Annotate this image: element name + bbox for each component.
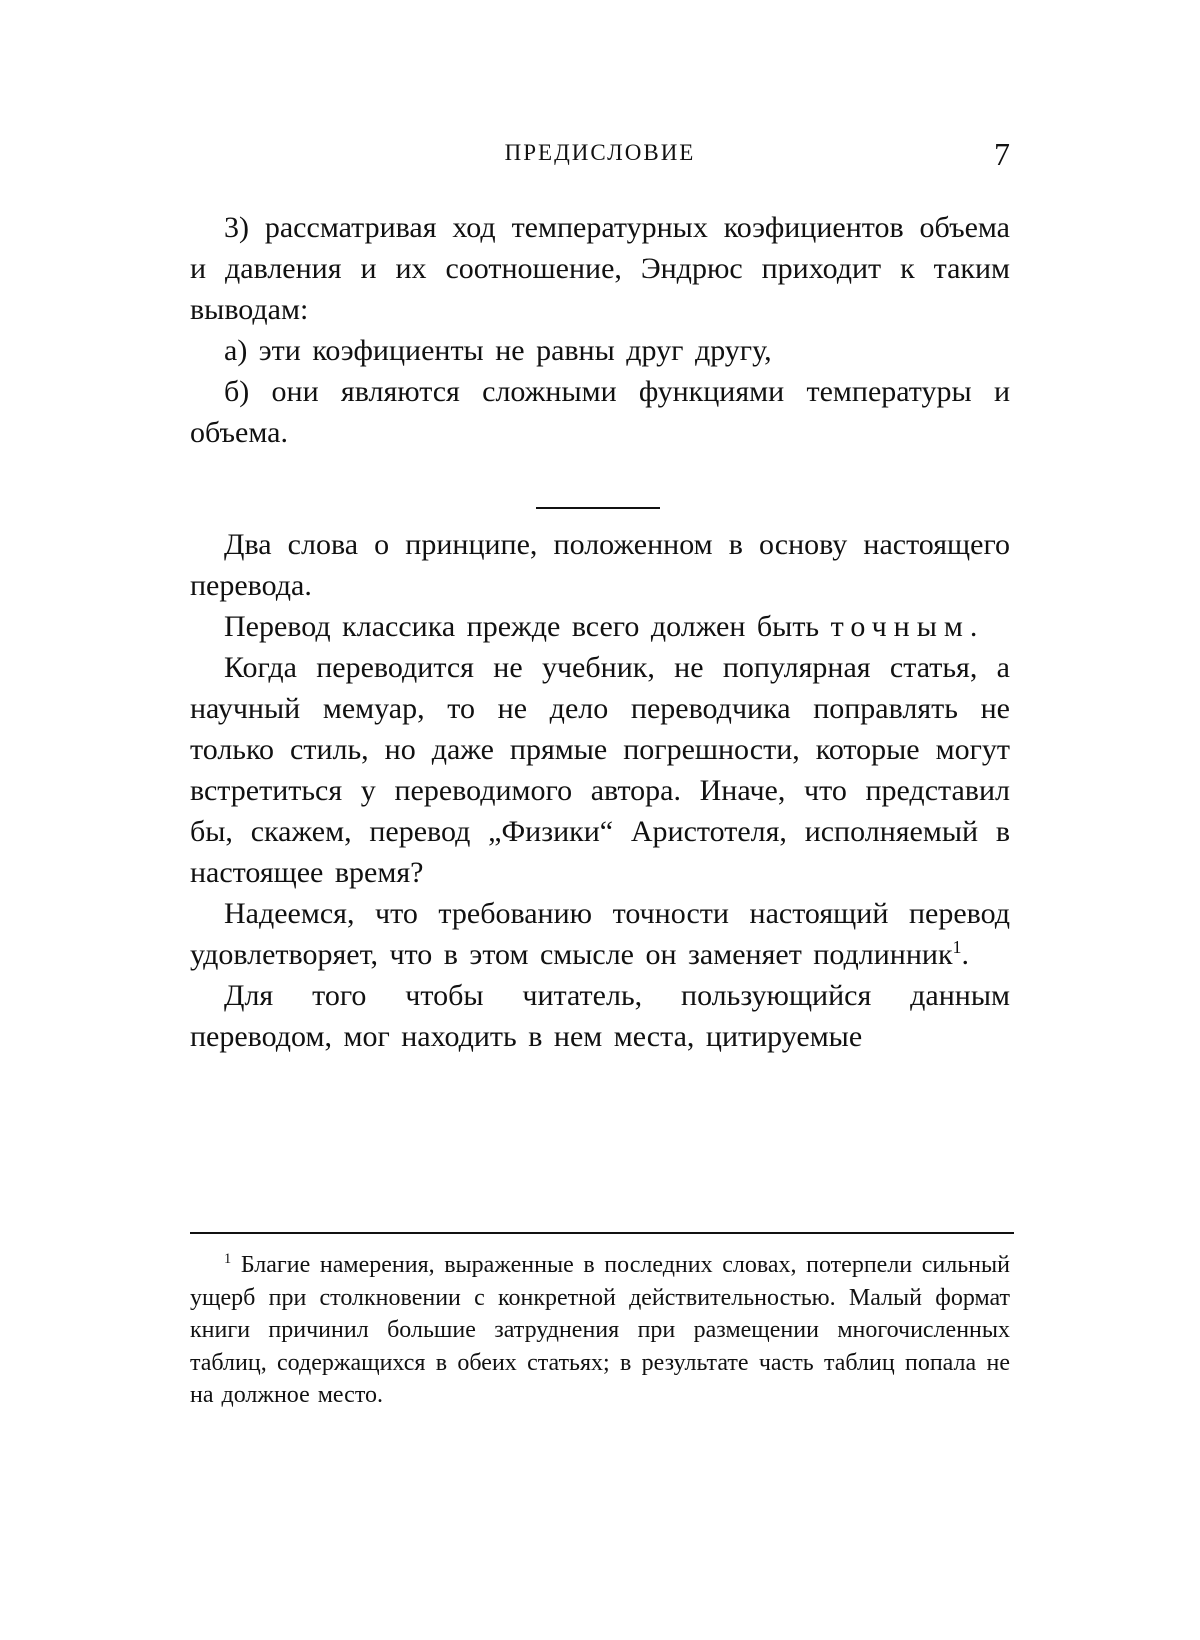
original-text: Надеемся, что требованию точности настоящий перевод удовлетворяет, что в этом смысле он заменяет подлинник (190, 897, 1010, 971)
accuracy-text: Перевод классика прежде всего должен быть (224, 610, 820, 643)
paragraph-reader: Для того чтобы читатель, пользующийся данным переводом, мог находить в нем места, цитируемые (190, 979, 1010, 1053)
page-number: 7 (994, 136, 1010, 172)
list-item-a: а) эти коэфициенты не равны друг другу, (224, 334, 772, 367)
accuracy-emphasis: точным. (830, 610, 985, 643)
paragraph-andrews-conclusions: 3) рассматривая ход температурных коэфициентов объема и давления и их соотношение, Эндрюс приходит к таким выводам: (190, 211, 1010, 326)
section-separator (536, 507, 660, 509)
footnote-text: Благие намерения, выраженные в последних словах, потерпели сильный ущерб при столкновении с конкретной действительностью. Малый формат книги причинил большие затруднения при размещении многочисленных таблиц, содержащихся в обеих статьях; в результате часть таблиц попала не на должное место. (190, 1252, 1010, 1408)
top-paragraphs (190, 207, 1010, 453)
running-title: ПРЕДИСЛОВИЕ (504, 140, 696, 165)
paragraph-memoir: Когда переводится не учебник, не популярная статья, а научный мемуар, то не дело переводчика поправлять не только стиль, но даже прямые погрешности, которые могут встретиться у переводимого автора. Иначе, что представил бы, скажем, перевод „Физики“ Аристотеля, исполняемый в настоящее время? (190, 651, 1010, 889)
footnote (190, 1249, 1010, 1412)
paragraph-principle-intro: Два слова о принципе, положенном в основу настоящего перевода. (190, 528, 1010, 602)
translation-principles (190, 524, 1010, 1057)
original-text-end: . (961, 938, 970, 971)
list-item-b: б) они являются сложными функциями температуры и объема. (190, 375, 1010, 449)
running-head (190, 136, 1010, 180)
paragraph-original (190, 893, 1010, 975)
footnote-reference: 1 (952, 937, 962, 957)
footnote-mark: 1 (224, 1251, 232, 1267)
footnote-text-paragraph (190, 1249, 1010, 1412)
paragraph-accuracy (190, 606, 1010, 647)
footnote-rule (190, 1232, 1014, 1234)
